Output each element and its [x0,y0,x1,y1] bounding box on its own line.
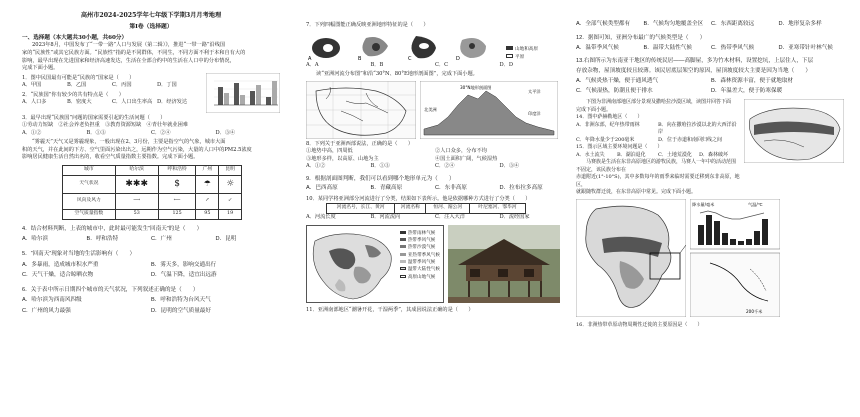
weather-table [62,165,242,220]
question-4: 4．结合材料判断，上表的城市中，此时最可能发生“回南天”的是（ ） [22,225,203,232]
climate-map-shape [309,227,395,303]
statement: ③地形多样，以高原、山地为主 [306,155,379,162]
option[interactable]: D．昆明的空气质量最好 [151,308,211,315]
section-heading: 一、选择题（本大题共30小题，共60分） [22,35,128,42]
option[interactable]: B．乙国 [67,82,87,89]
weather-snow-icon: ✱✱✱ [115,175,158,193]
air-intro-3: 影响居民健康生活自然出名的，收看空气质量指数主要指数。完成下面小题。 [22,154,199,161]
legend-item [400,230,440,237]
option[interactable]: C．丙国 [112,82,132,89]
question-14: 14．图中萨赫勒地区（ ） [576,114,643,121]
legend-swatch-icon [400,267,406,270]
wind-icon: ↗ [196,193,219,209]
option[interactable]: D．③④ [215,129,236,136]
option[interactable]: B．①③ [370,163,390,170]
option[interactable]: A．①② [306,163,326,170]
plain-swatch-icon [506,54,513,58]
option[interactable]: D．森林破坏 [699,151,729,158]
option[interactable]: C．热带季风气候 [711,44,755,51]
asia-river-map [306,81,416,139]
option[interactable]: B．青藏高原 [370,185,403,192]
mountain-swatch-icon [506,46,513,50]
option[interactable]: A．人口多 [22,99,47,106]
option[interactable]: B．①③ [86,129,106,136]
option[interactable]: A．①② [22,129,42,136]
question-6: 6．关于表中所示日期四个城市的天气状况，下列叙述正确的是（ ） [22,286,199,293]
maasai-paragraph-2: 赤道附近(1°-10°S)，其中多数每年的雨季来临时需要迁移到东非高原，地区， [576,174,740,188]
option[interactable]: D．丁国 [157,82,177,89]
population-bar-figure [206,73,280,113]
map-label: A [308,55,312,62]
legend-item [400,259,440,266]
question-7: 7．下列四幅图能正确反映亚洲地形特征的是（ ） [306,22,429,28]
option[interactable]: D．地形复杂多样 [778,21,822,27]
option[interactable]: C．②④ [435,163,455,170]
table-header: 广州 [196,165,219,175]
legend-item [400,274,440,281]
question-1: 1．图中民国最有可能是“民族的”国家是（ ） [22,74,135,81]
question-8-items [306,148,564,163]
maasai-paragraph-3: 就跟随牧群迁徙，在东非高原中常见。完成下面小题。 [576,189,697,196]
profile-label: 印度洋 [528,110,541,116]
terrain-profile-chart [420,81,558,139]
question-13-line-2: 存放杂物，屋顶坡度较且较薄。该民居底层架空的原因，屋顶坡度较大主要是因为当地（ ） [576,68,811,75]
question-11: 11．亚洲南部地区“潮暑开花，干湿两季”，其成因说法正确的是（ ） [306,306,474,313]
exam-title: 高州市2024-2025学年七年级下学期3月月考地理 [80,12,222,19]
legend-label: 温带大陆性气候 [407,267,440,273]
table-header: 哈尔滨 [115,165,158,175]
question-3-options [22,130,280,138]
figure-intro-1: 下图为非洲南部地区部分景观及撒哈拉沙漠区域，读图并回答下面 [586,99,732,106]
question-9-options [306,184,564,194]
option[interactable]: B．雾天多，影响交通出行 [151,261,217,268]
option[interactable]: D．D [499,61,514,68]
legend-label: 山地和高原 [515,47,538,53]
legend-label: 平原 [515,54,525,60]
question-10-options [306,214,564,222]
legend-item [400,244,440,251]
question-3: 3．最早出现“民族国”问题的国家需要引起的生活问题（ ） [22,114,166,121]
option[interactable]: C．C [435,61,449,68]
map-label: D [456,55,460,62]
profile-intro: 读“亚洲河流分布图”和沿“30°N、80°E地形剖面图”，完成下面小题。 [316,71,478,78]
option[interactable]: A．巴西高原 [306,185,338,192]
map-label: C [408,55,412,62]
question-14-options [576,122,740,145]
air-intro-2: 积的天气，并在此间的下方、空气里面污染出出之，远期作为空气污染，大量的人口中的PM2.5浓度 [22,146,252,153]
asia-landform-maps [306,32,502,62]
option[interactable]: C．广州的风力最强 [22,308,71,315]
option[interactable]: D．经济发达 [157,99,188,106]
chart-axis-label: 降水量/毫米 [692,201,715,207]
option[interactable]: B．温带大陆性气候 [643,44,692,51]
option[interactable]: B．密度大 [67,99,92,106]
aqi-value: 125 [158,209,196,219]
stilt-house-photo [448,225,560,303]
map-legend [506,46,538,61]
asia-climate-map [306,225,444,303]
option[interactable]: C．天气干燥，适合晾晒衣物 [22,272,94,279]
profile-label: 30°N地形剖面图 [460,84,492,90]
option[interactable]: D．③④ [499,163,520,170]
option[interactable]: A．温带季风气候 [576,44,619,51]
intro-line-2: 家的“民族性”或其它民族方面。“民族性”指的是不同群体，不同生，不同方面不利于本和自有大的 [22,50,246,57]
legend-swatch-icon [400,238,406,241]
wind-icon: ↙ [219,193,242,209]
legend-label: 温带季风气候 [407,260,436,266]
option[interactable]: B．向在撒哈拉沙漠以北的大西洋沿岸 [658,121,737,136]
option[interactable]: C．年降水量少于200毫米 [576,136,635,143]
table-header: 呼和浩特 [158,165,196,175]
aqi-value: 19 [219,209,242,219]
option[interactable]: A．哈尔滨为西南风四级 [22,297,82,304]
legend-label: 热带沙漠气候 [407,245,436,251]
table-cell: 河流名号，长江、黄河 [327,204,395,214]
figure-intro-2: 完成下面小题。 [576,106,612,113]
profile-label: 太平洋 [528,88,541,94]
row-label: 天气状况 [63,175,116,193]
question-15: 15．图示区域主要环境问题是（ ） [576,144,663,151]
option[interactable]: B．呼和浩特为台风天气 [151,297,211,304]
option[interactable]: D．年温差大，便于防寒保暖 [711,87,783,94]
option[interactable]: A．河流长度 [306,214,336,221]
table-cell: 叶尼塞河、鄂毕河 [470,204,526,214]
option[interactable]: B．呼和浩特 [86,236,119,243]
option[interactable]: A．全部气候类型都有 [576,21,631,27]
option[interactable]: C．注入大洋 [435,214,465,221]
question-2-options [22,99,202,107]
option[interactable]: A．哈尔滨 [22,236,49,243]
option[interactable]: B．气候均匀地覆盖全区 [643,21,704,27]
table-cell: 河流名称 [395,204,426,214]
question-3-items: ①劳动力短缺 ②社会养老负担重 ③教育资源短缺 ④青壮年就业困难 [22,122,189,129]
weather-sandstorm-icon: $ [158,175,196,193]
wind-icon: ⟶ [115,193,158,209]
legend-label: 热带季风气候 [407,238,436,244]
exam-subtitle: 第Ⅰ卷（选择题） [129,23,173,30]
map-label: B [358,55,362,62]
option[interactable]: D．气温下降，适宜出远游 [151,272,217,279]
question-7-options [306,62,564,70]
option[interactable]: B．B [370,61,384,68]
question-13-options [576,77,846,97]
option[interactable]: D．昆明 [215,236,237,243]
table-header: 昆明 [219,165,242,175]
air-intro-1: “雾霾天”天气又是雾霾现象，一般出现在2、3月份，主要是指空气的气象，城市大面 [32,139,226,146]
scale-label: 200千米 [746,308,763,314]
weather-rain-icon: ☂ [196,175,219,193]
maasai-paragraph-1: 马赛族是生活在东非高原地区的游牧民族，马赛人一年中的活动范围不固定，该民族分布在 [576,159,737,173]
aqi-value: 95 [196,209,219,219]
question-10: 10．某同学将亚洲部分河流进行了分类，结果如下表所示。他是依据哪种方式进行了分类（ ） [306,195,531,202]
statement: ①地势中高，四周低 [306,148,353,155]
legend-swatch-icon [400,260,406,263]
climate-and-route-chart [690,199,780,317]
legend-swatch-icon [400,245,406,248]
chart-axis-label: 气温/℃ [748,201,763,207]
option[interactable]: B．河流流向 [370,214,401,221]
question-1-options [22,82,202,90]
option[interactable]: A．A [306,61,319,68]
option[interactable]: B．湖泊退化 [617,151,646,158]
legend-label: 亚热带季风气候 [407,252,440,258]
sahel-map [744,99,844,163]
legend-swatch-icon [400,275,406,278]
profile-label: 北美洲 [424,106,437,112]
question-5-options [22,260,280,281]
option[interactable]: C．东非高原 [435,185,468,192]
option[interactable]: A．非洲东部，纪年热带雨林 [576,121,640,128]
question-8: 8．下列关于亚洲西部说法，正确的是（ ） [306,140,414,147]
left-column [22,0,280,417]
legend-item [400,237,440,244]
question-4-options [22,234,280,245]
middle-column [306,0,564,417]
option[interactable]: A．水土流失 [576,151,605,158]
option[interactable]: D．拉布拉多高原 [499,185,543,192]
option[interactable]: A．甲国 [22,82,42,89]
statement: ④国土面积广阔，气候湿热 [435,155,498,162]
option[interactable]: A．多暴雨，造成城市积水严重 [22,261,99,268]
statement: ②人口众多，分布不均 [435,148,487,155]
row-label: 空气质量指数 [63,209,116,219]
option[interactable]: D．位于赤道和南回归线之间 [658,136,723,143]
legend-swatch-icon [400,231,406,234]
option[interactable]: C．东西距离较远 [711,21,755,27]
table-cell: 恒河、湄公河 [426,204,470,214]
weather-sun-icon: ☼ [219,175,242,193]
option[interactable]: C．土地荒漠化 [658,151,692,158]
question-16: 16．非洲热带草原动物周期性迁徙的主要原因是（ ） [576,321,703,328]
table-header: 城市 [63,165,116,175]
question-2: 2．“民族国”你有较少的共有特点是（ ） [22,91,124,98]
question-9: 9．根据剖面图判断，我们可以看到哪个地形单元为（ ） [306,175,455,182]
legend-item [400,266,440,273]
legend-label: 热带雨林气候 [407,230,436,236]
question-13-line-1: 13.右图所示为东南亚干地区的传统民居——高脚屋，多为竹木材料，设置挖坑，上层住人，下层 [576,58,814,65]
option[interactable]: C．②④ [151,129,171,136]
question-6-options [22,295,280,316]
question-8-options [306,163,564,171]
row-label: 风向及风力 [63,193,116,209]
intro-line-1: 2023年8月，中国发布了“一带一路”人口与发展（第二辑）》，推进“一带一路”沿线国 [32,42,226,49]
option[interactable]: D．流经国家 [499,214,530,221]
option[interactable]: C．广州 [151,236,172,243]
legend-swatch-icon [400,253,406,256]
legend-label: 高原山地气候 [407,274,436,280]
question-5: 5．“回南天”现象对当地的生活影响有（ ） [22,250,136,257]
aqi-value: 53 [115,209,158,219]
wind-icon: ⟵ [158,193,196,209]
option[interactable]: B．森林资源丰富，便于就地取材 [711,77,794,84]
option[interactable]: C．人口出生率高 [112,99,153,106]
right-column [576,0,846,417]
legend-item [400,252,440,259]
option[interactable]: D．亚寒带针叶林气候 [778,44,833,51]
intro-line-3: 影响，最早出现在先进国家和经济高速发达，生活在全部合约中的生活在人口中的分布情况， [22,57,235,64]
option[interactable]: A．气候炎热干燥，便于通风透气 [576,77,659,84]
option[interactable]: C．气候湿热，防潮且便于排水 [576,87,653,94]
question-11-options [576,20,846,30]
question-12-options [576,44,846,54]
intro-line-4: 完成下面小题。 [22,65,59,72]
river-classification-table [326,203,526,214]
question-12: 12．据图可知，亚洲分布最广的气候类型是（ ） [576,34,706,41]
africa-savanna-map [576,199,686,317]
